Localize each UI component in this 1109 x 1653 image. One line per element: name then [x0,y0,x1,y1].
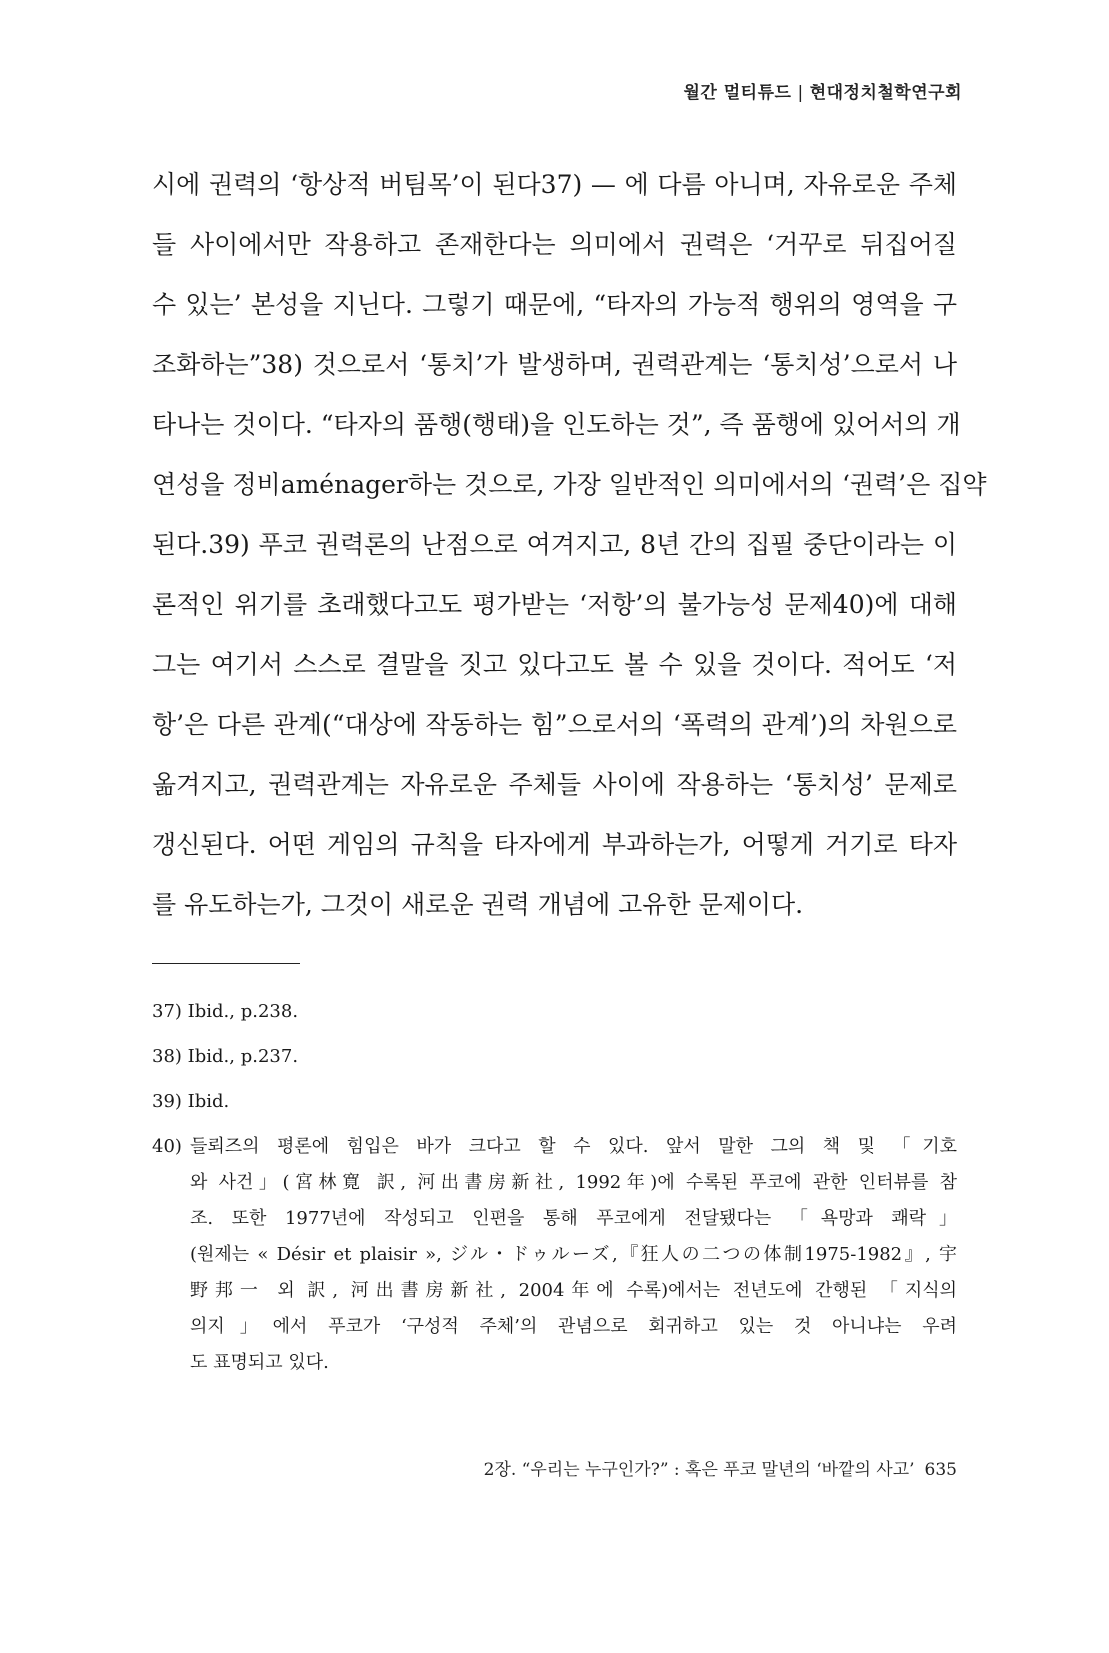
footnote-40-number: 40) [152,1136,182,1157]
footnote-40-line: 의지」에서 푸코가 ‘구성적 주체’의 관념으로 회귀하고 있는 것 아니냐는 우려 [190,1316,957,1337]
body-line: 항’은 다른 관계(“대상에 작동하는 힘”으로서의 ‘폭력의 관계’)의 차원으로 [152,710,957,739]
footnote-40-line: 들뢰즈의 평론에 힘입은 바가 크다고 할 수 있다. 앞서 말한 그의 책 및 「기호 [190,1136,957,1157]
body-line: 조화하는”38) 것으로서 ‘통치’가 발생하며, 권력관계는 ‘통치성’으로서 나 [152,350,957,379]
publication-name: 월간 멀티튜드 [683,83,792,103]
body-paragraph [152,155,987,935]
body-line: 타나는 것이다. “타자의 품행(행태)을 인도하는 것”, 즉 품행에 있어서의 개 [152,410,961,439]
header-separator: | [797,83,804,103]
footnote-37: 37) Ibid., p.238. [152,1001,299,1022]
body-line: 수 있는’ 본성을 지닌다. 그렇기 때문에, “타자의 가능적 행위의 영역을 구 [152,290,957,319]
organization-name: 현대정치철학연구회 [809,83,962,103]
body-line: 론적인 위기를 초래했다고도 평가받는 ‘저항’의 불가능성 문제40)에 대해 [152,590,957,619]
body-line: 시에 권력의 ‘항상적 버팀목’이 된다37) — 에 다름 아니며, 자유로운 주체 [152,170,957,199]
footnote-40-line: 와 사건」(宮林寛 訳, 河出書房新社, 1992年)에 수록된 푸코에 관한 인터뷰를 참 [190,1172,957,1193]
body-line: 들 사이에서만 작용하고 존재한다는 의미에서 권력은 ‘거꾸로 뒤집어질 [152,230,957,259]
running-footer [484,1455,957,1480]
body-line: 옮겨지고, 권력관계는 자유로운 주체들 사이에 작용하는 ‘통치성’ 문제로 [152,770,957,799]
footnote-38: 38) Ibid., p.237. [152,1046,299,1067]
chapter-title: 2장. “우리는 누구인가?” : 혹은 푸코 말년의 ‘바깥의 사고’ [483,1460,915,1480]
footnote-rule [152,963,300,964]
footnotes [152,994,957,1381]
footnote-40-line: 도 표명되고 있다. [190,1352,329,1373]
body-line: 를 유도하는가, 그것이 새로운 권력 개념에 고유한 문제이다. [152,890,804,919]
body-line: 된다.39) 푸코 권력론의 난점으로 여겨지고, 8년 간의 집필 중단이라는 이 [152,530,957,559]
footnote-39: 39) Ibid. [152,1091,230,1112]
body-line: 연성을 정비aménager하는 것으로, 가장 일반적인 의미에서의 ‘권력’은 집약 [152,470,987,499]
body-line: 갱신된다. 어떤 게임의 규칙을 타자에게 부과하는가, 어떻게 거기로 타자 [152,830,957,859]
page-number: 635 [924,1460,957,1480]
footnote-40-line: (원제는 « Désir et plaisir », ジル・ドゥルーズ,『狂人の二つの体制1975-1982』, 宇 [190,1244,957,1265]
footnote-40-line: 조. 또한 1977년에 작성되고 인편을 통해 푸코에게 전달됐다는 「욕망과 쾌락」 [190,1208,957,1229]
footnote-40 [152,1129,957,1381]
body-line: 그는 여기서 스스로 결말을 짓고 있다고도 볼 수 있을 것이다. 적어도 ‘저 [152,650,957,679]
running-header [684,78,963,103]
footnote-40-line: 野邦一 외 訳, 河出書房新社, 2004年에 수록)에서는 전년도에 간행된 「지식의 [190,1280,957,1301]
